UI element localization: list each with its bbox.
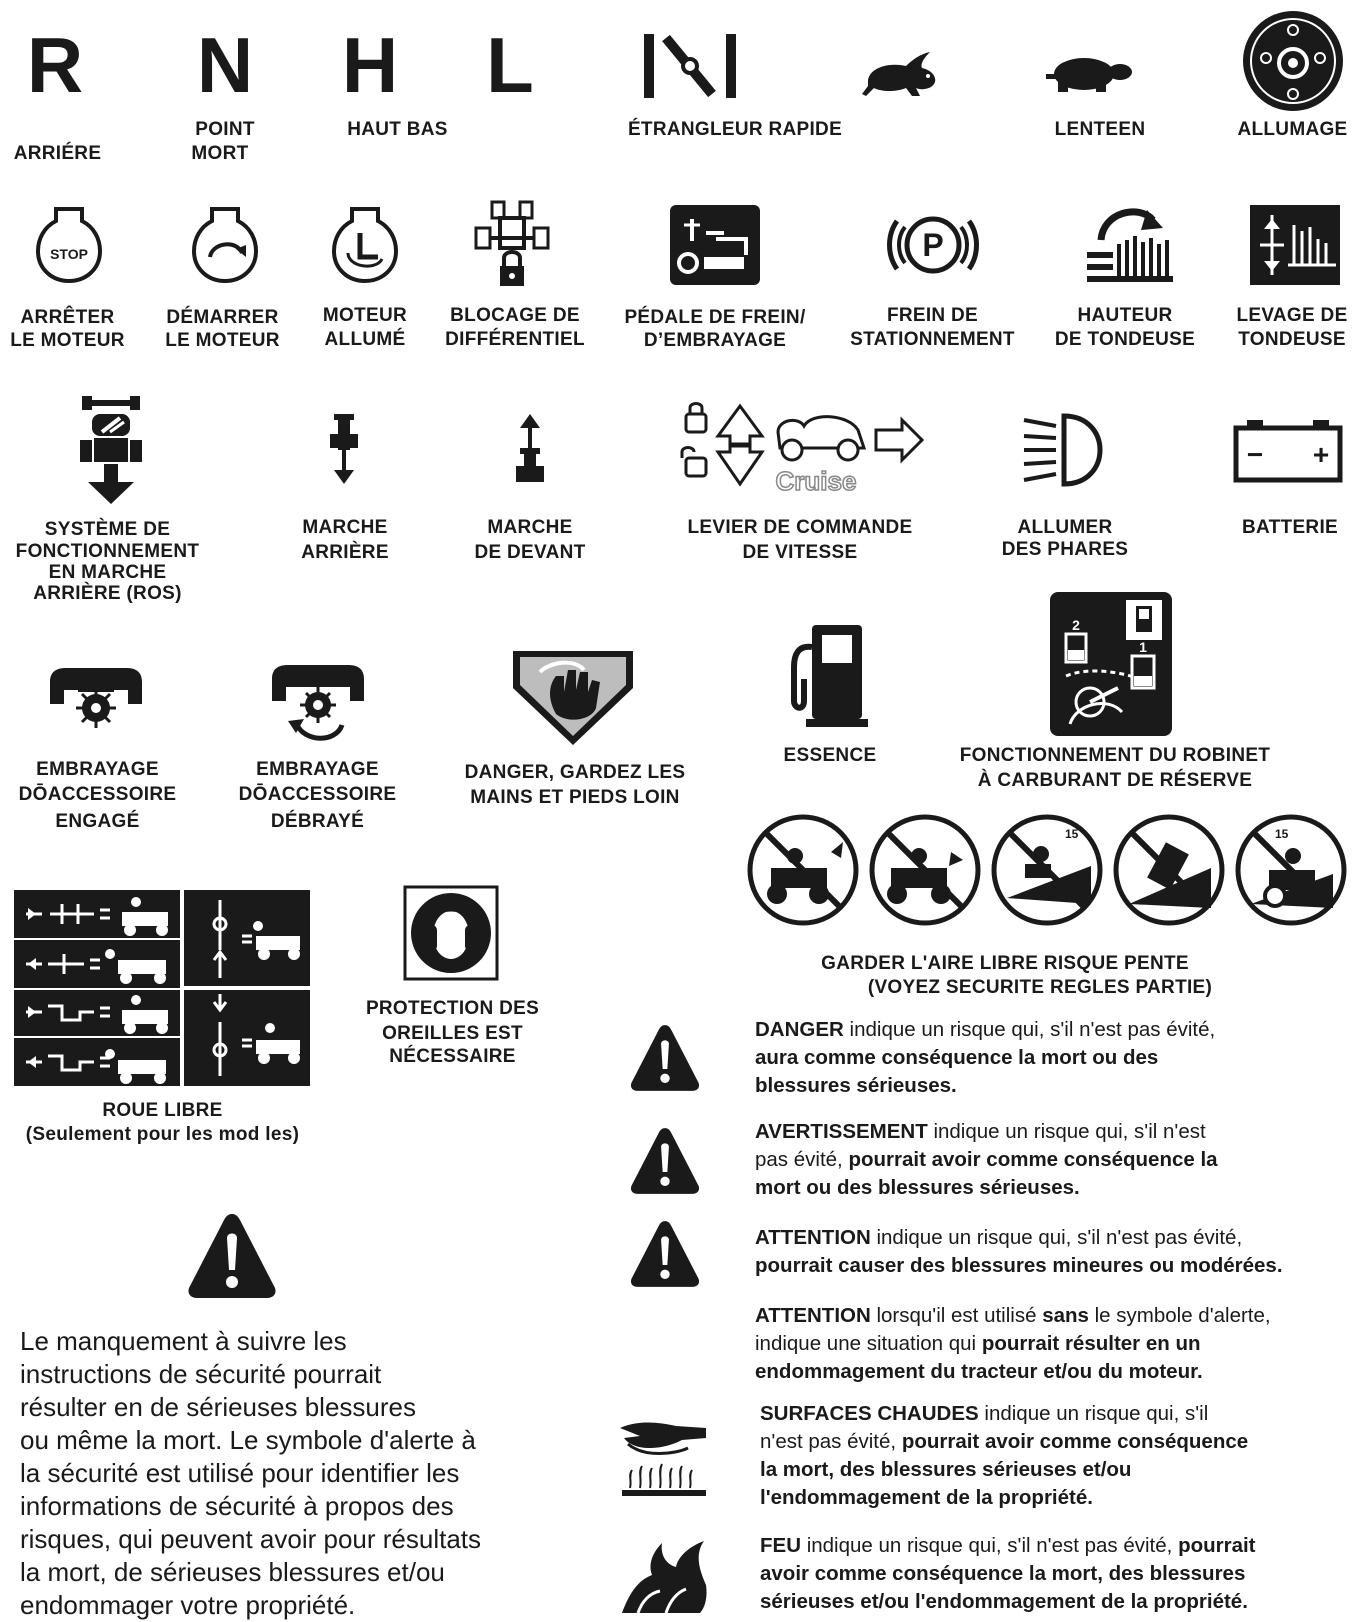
- hot-surfaces-text: l'endommagement de la propriété.: [760, 1486, 1093, 1509]
- fire-text: pourrait: [1178, 1534, 1256, 1557]
- speed-control-lever-icon: [678, 402, 928, 502]
- slope-label-1: GARDER L'AIRE LIBRE RISQUE PENTE: [821, 953, 1189, 974]
- parking-brake-label-2: STATIONNEMENT: [850, 329, 1015, 350]
- low-letter: L: [486, 21, 534, 109]
- caution-nosymbol-text: lorsqu'il est utilisé: [870, 1304, 1043, 1327]
- fuel-reserve-label-2: À CARBURANT DE RÉSERVE: [977, 770, 1253, 791]
- neutral-label-1: POINT: [195, 119, 255, 140]
- reverse-drive-label-1: MARCHE: [302, 517, 388, 538]
- battery-label: BATTERIE: [1242, 517, 1338, 538]
- danger-text: blessures sérieuses.: [755, 1074, 957, 1097]
- danger-term: DANGER: [755, 1018, 844, 1041]
- keep-hands-feet-away-icon: [510, 648, 636, 748]
- forward-drive-label-2: DE DEVANT: [474, 542, 586, 563]
- paragraph-line: informations de sécurité à propos des: [20, 1491, 454, 1521]
- safety-paragraph: [20, 1325, 540, 1622]
- hot-surfaces-text: la mort, des blessures sérieuses et/ou: [760, 1458, 1132, 1481]
- hot-surfaces-term: SURFACES CHAUDES: [760, 1402, 979, 1425]
- paragraph-line: instructions de sécurité pourrait: [20, 1359, 382, 1389]
- danger-text: aura comme conséquence la mort ou des: [755, 1046, 1159, 1069]
- stop-engine-label-1: ARRÊTER: [20, 307, 115, 328]
- engine-run-icon: [330, 205, 400, 285]
- slope-degree-2: 15: [1275, 827, 1289, 841]
- reserve-num-1: 1: [1139, 639, 1147, 655]
- fuel-pump-icon: [790, 623, 870, 729]
- brake-clutch-label-1: PÉDALE DE FREIN/: [624, 307, 806, 328]
- caution-nosymbol-definition: [755, 1302, 1271, 1386]
- pto-engaged-icon: [48, 668, 144, 730]
- hot-surfaces-text: n'est pas évité,: [760, 1430, 902, 1453]
- high-letter: H: [341, 21, 399, 109]
- slope-label-2: (VOYEZ SECURITE REGLES PARTIE): [867, 977, 1213, 998]
- reverse-label: ARRIÉRE: [13, 143, 102, 164]
- pto-disengaged-label-2: DŌACCESSOIRE: [238, 784, 397, 805]
- reverse-operation-system-icon: [78, 392, 144, 507]
- paragraph-line: résulter en de sérieuses blessures: [20, 1392, 416, 1422]
- danger-hands-label-1: DANGER, GARDEZ LES: [464, 762, 686, 783]
- hot-surface-icon: [618, 1418, 710, 1500]
- speed-control-label-2: DE VITESSE: [742, 542, 858, 563]
- paragraph-line: endommager votre propriété.: [20, 1590, 356, 1620]
- stop-text: STOP: [50, 246, 88, 262]
- reverse-letter: R: [26, 21, 84, 109]
- paragraph-line: Le manquement à suivre les: [20, 1326, 347, 1356]
- mower-height-icon: [1085, 200, 1175, 285]
- danger-text: indique un risque qui, s'il n'est pas évité,: [843, 1018, 1216, 1041]
- warning-text: mort ou des blessures sérieuses.: [755, 1176, 1080, 1199]
- ros-label-4: ARRIÈRE (ROS): [33, 583, 182, 604]
- warning-alert-icon: [628, 1125, 702, 1197]
- neutral-letter: N: [196, 21, 254, 109]
- park-text: P: [922, 227, 944, 263]
- caution-alert-icon: [628, 1218, 702, 1290]
- parking-brake-icon: [883, 205, 983, 285]
- ear-protection-label-1: PROTECTION DES: [365, 998, 540, 1019]
- warning-definition: [755, 1118, 1218, 1202]
- hot-surfaces-text: indique un risque qui, s'il: [978, 1402, 1209, 1425]
- safety-alert-icon: [185, 1210, 279, 1302]
- pto-disengaged-label-1: EMBRAYAGE: [256, 759, 379, 780]
- fire-text: sérieuses et/ou l'endommagement de la propriété.: [760, 1590, 1248, 1613]
- pto-engaged-label-3: ENGAGÉ: [55, 811, 140, 832]
- paragraph-line: risques, qui peuvent avoir pour résultats: [20, 1524, 482, 1554]
- freewheel-label-1: ROUE LIBRE: [102, 1100, 223, 1121]
- mower-lift-label-1: LEVAGE DE: [1236, 305, 1348, 326]
- choke-icon: [640, 30, 740, 102]
- differential-lock-label-2: DIFFÉRENTIEL: [445, 329, 585, 350]
- ros-label-2: FONCTIONNEMENT: [15, 541, 200, 562]
- neutral-label-2: MORT: [191, 143, 249, 164]
- mower-lift-icon: [1250, 205, 1340, 285]
- warning-text: indique un risque qui, s'il n'est: [927, 1120, 1206, 1143]
- caution-term: ATTENTION: [755, 1226, 871, 1249]
- pto-engaged-label-2: DŌACCESSOIRE: [18, 784, 177, 805]
- freewheel-icon: [14, 890, 310, 1086]
- battery-plus: +: [1312, 439, 1330, 470]
- hot-surfaces-text: pourrait avoir comme conséquence: [901, 1430, 1249, 1453]
- forward-drive-icon: [514, 412, 546, 486]
- ignition-icon: [1240, 8, 1346, 114]
- start-engine-label-2: LE MOTEUR: [165, 330, 280, 351]
- paragraph-line: la mort, de sérieuses blessures et/ou: [20, 1557, 445, 1587]
- warning-term: AVERTISSEMENT: [755, 1120, 928, 1143]
- hot-surfaces-definition: [760, 1400, 1248, 1512]
- pto-disengaged-label-3: DÉBRAYÉ: [270, 811, 365, 832]
- mower-height-label-2: DE TONDEUSE: [1054, 329, 1196, 350]
- speed-control-label-1: LEVIER DE COMMANDE: [687, 517, 913, 538]
- mower-height-label-1: HAUTEUR: [1077, 305, 1173, 326]
- turtle-icon: [1040, 52, 1135, 94]
- rabbit-icon: [860, 50, 940, 100]
- high-low-label: HAUT BAS: [347, 119, 448, 140]
- stop-engine-label-2: LE MOTEUR: [10, 330, 125, 351]
- fire-text: avoir comme conséquence la mort, des blessures: [760, 1562, 1246, 1585]
- start-engine-icon: [190, 205, 260, 285]
- mower-lift-label-2: TONDEUSE: [1238, 329, 1346, 350]
- headlights-label-2: DES PHARES: [1001, 539, 1129, 560]
- ear-protection-icon: [403, 885, 499, 981]
- caution-nosymbol-text: pourrait résulter en un: [981, 1332, 1201, 1355]
- battery-icon: [1233, 418, 1343, 484]
- reverse-drive-label-2: ARRIÈRE: [301, 542, 389, 563]
- ros-label-1: SYSTÈME DE: [44, 519, 171, 540]
- fuel-reserve-valve-icon: [1050, 592, 1172, 736]
- reserve-num-2: 2: [1072, 617, 1080, 633]
- caution-nosymbol-term: ATTENTION: [755, 1304, 871, 1327]
- caution-nosymbol-text: sans: [1042, 1304, 1089, 1327]
- ros-label-3: EN MARCHE: [48, 562, 167, 583]
- paragraph-line: ou même la mort. Le symbole d'alerte à: [20, 1425, 476, 1455]
- paragraph-line: la sécurité est utilisé pour identifier les: [20, 1458, 460, 1488]
- start-engine-label-1: DÉMARRER: [166, 307, 279, 328]
- danger-alert-icon: [628, 1022, 702, 1094]
- slope-degree-1: 15: [1065, 827, 1079, 841]
- caution-definition: [755, 1224, 1283, 1280]
- pto-engaged-label-1: EMBRAYAGE: [36, 759, 159, 780]
- caution-nosymbol-text: le symbole d'alerte,: [1088, 1304, 1271, 1327]
- cruise-text: Cruise: [775, 466, 857, 496]
- freewheel-label-2: (Seulement pour les mod les): [25, 1124, 300, 1145]
- headlights-icon: [1020, 410, 1112, 490]
- danger-hands-label-2: MAINS ET PIEDS LOIN: [470, 787, 680, 808]
- headlights-label-1: ALLUMER: [1017, 517, 1113, 538]
- caution-text: pourrait causer des blessures mineures ou modérées.: [755, 1254, 1283, 1277]
- reverse-drive-icon: [328, 412, 360, 486]
- differential-lock-icon: [472, 200, 552, 290]
- danger-definition: [755, 1016, 1215, 1100]
- fire-text: indique un risque qui, s'il n'est pas évité,: [801, 1534, 1179, 1557]
- ear-protection-label-3: NÉCESSAIRE: [389, 1046, 516, 1067]
- fire-term: FEU: [760, 1534, 801, 1557]
- engine-run-label-1: MOTEUR: [322, 305, 408, 326]
- brake-clutch-label-2: D’EMBRAYAGE: [643, 330, 787, 351]
- slow-label: LENTEEN: [1054, 119, 1146, 140]
- caution-nosymbol-text: indique une situation qui: [755, 1332, 982, 1355]
- fire-definition: [760, 1532, 1256, 1616]
- ignition-label: ALLUMAGE: [1237, 119, 1348, 140]
- ear-protection-label-2: OREILLES EST: [382, 1023, 523, 1044]
- caution-text: indique un risque qui, s'il n'est pas évité,: [870, 1226, 1243, 1249]
- brake-clutch-pedal-icon: [670, 205, 760, 285]
- keep-area-clear-slope-icons: [745, 812, 1350, 930]
- choke-label: ÉTRANGLEUR RAPIDE: [627, 119, 843, 140]
- warning-text: pas évité,: [755, 1148, 849, 1171]
- fuel-label: ESSENCE: [783, 745, 877, 766]
- engine-run-label-2: ALLUMÉ: [324, 329, 406, 350]
- differential-lock-label-1: BLOCAGE DE: [450, 305, 580, 326]
- fuel-reserve-label-1: FONCTIONNEMENT DU ROBINET: [959, 745, 1271, 766]
- pto-disengaged-icon: [270, 665, 366, 745]
- caution-nosymbol-text: endommagement du tracteur et/ou du moteur.: [755, 1360, 1203, 1383]
- warning-text: pourrait avoir comme conséquence la: [848, 1148, 1218, 1171]
- parking-brake-label-1: FREIN DE: [886, 305, 979, 326]
- fire-icon: [618, 1535, 710, 1615]
- forward-drive-label-1: MARCHE: [487, 517, 573, 538]
- stop-engine-icon: [34, 205, 104, 285]
- battery-minus: −: [1246, 439, 1264, 470]
